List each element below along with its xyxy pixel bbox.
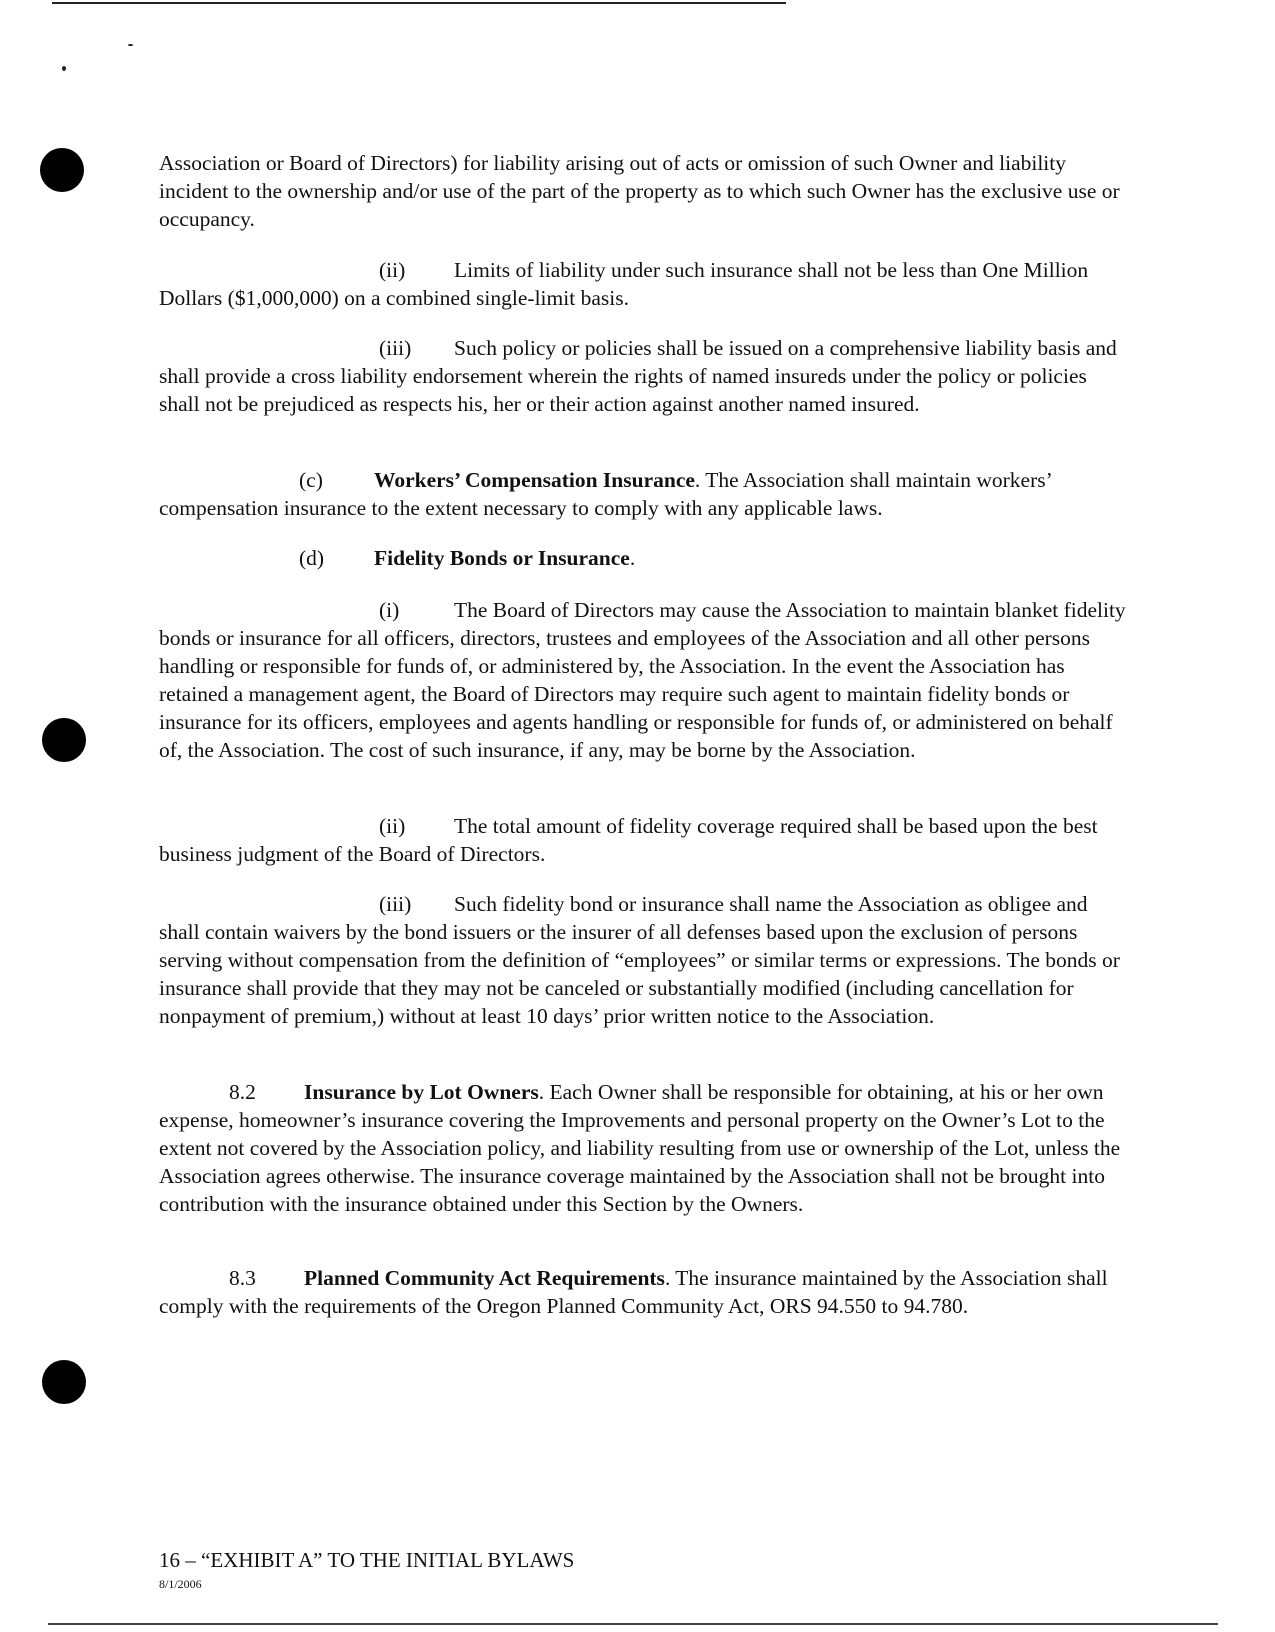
paragraph-ii-limits [159,256,1129,312]
top-rule [52,2,786,4]
paragraph-text: . Each Owner shall be responsible for obtaining, at his or her own expense, homeowner’s insurance covering the Improvements and personal property on the Owner’s Lot to the extent not covered by the Association policy, and liability resulting from use or ownership of the Lot, unless the Association agrees otherwise. The insurance coverage maintained by the Association shall not be brought into contribution with the insurance obtained under this Section by the Owners. [159,1080,1121,1216]
punch-hole [42,1360,86,1404]
section-heading: Planned Community Act Requirements [304,1266,665,1290]
paragraph-text: Such policy or policies shall be issued on a comprehensive liability basis and shall provide a cross liability endorsement wherein the rights of named insureds under the policy or policies shall not be prejudiced as respects his, her or their action against another named insured. [159,336,1117,416]
paragraph-i-fidelity-bonds [159,596,1129,764]
paragraph-iii-fidelity-bond [159,890,1129,1030]
section-heading: Workers’ Compensation Insurance [374,468,695,492]
paragraph-c-workers-comp [159,466,1129,522]
page-footer-date: 8/1/2006 [159,1577,202,1591]
section-heading: Insurance by Lot Owners [304,1080,539,1104]
punch-hole [42,718,86,762]
item-number: (iii) [379,892,412,916]
paragraph-text: Such fidelity bond or insurance shall name the Association as obligee and shall contain waivers by the bond issuers or the insurer of all defenses based upon the exclusion of persons serving without compensation from the definition of “employees” or similar terms or expressions. The bonds or insurance shall provide that they may not be canceled or substantially modified (including cancellation for nonpayment of premium,) without at least 10 days’ prior written notice to the Association. [159,892,1120,1028]
paragraph-text: The total amount of fidelity coverage required shall be based upon the best business judgment of the Board of Directors. [159,814,1098,866]
item-number: (i) [379,598,400,622]
paragraph-iii-policy [159,334,1129,418]
scan-speck [62,66,66,71]
item-number: (c) [299,468,323,492]
scan-speck [128,44,133,46]
section-heading: Fidelity Bonds or Insurance [374,546,630,570]
paragraph-text: Association or Board of Directors) for liability arising out of acts or omission of such Owner and liability incident to the ownership and/or use of the part of the property as to which such Owner has the exclusive use or occupancy. [159,151,1120,231]
paragraph-text: . The Association shall maintain workers’ compensation insurance to the extent necessary to comply with any applicable laws. [159,468,1052,520]
paragraph-text: Limits of liability under such insurance shall not be less than One Million Dollars ($1,000,000) on a combined single-limit basis. [159,258,1089,310]
paragraph-text: . [629,546,636,570]
paragraph-text: . The insurance maintained by the Association shall comply with the requirements of the Oregon Planned Community Act, ORS 94.550 to 94.780. [159,1266,1108,1318]
item-number: (ii) [379,814,406,838]
paragraph-ii-coverage-amount [159,812,1129,868]
section-number: 8.3 [229,1266,256,1290]
section-number: 8.2 [229,1080,256,1104]
paragraph-d-fidelity [159,544,1129,572]
item-number: (ii) [379,258,406,282]
section-8-3 [159,1264,1129,1320]
punch-hole [40,148,84,192]
item-number: (iii) [379,336,412,360]
section-8-2 [159,1078,1129,1218]
page-footer-title: 16 – “EXHIBIT A” TO THE INITIAL BYLAWS [159,1548,575,1572]
paragraph-text: The Board of Directors may cause the Association to maintain blanket fidelity bonds or insurance for all officers, directors, trustees and employees of the Association and all other persons handling or responsible for funds of, or administered by, the Association. In the event the Association has retained a management agent, the Board of Directors may require such agent to maintain fidelity bonds or insurance for its officers, employees and agents handling or responsible for funds of, or administered on behalf of, the Association. The cost of such insurance, if any, may be borne by the Association. [159,598,1126,762]
item-number: (d) [299,546,325,570]
paragraph-liability-continued [159,149,1129,233]
bottom-rule [48,1623,1218,1625]
